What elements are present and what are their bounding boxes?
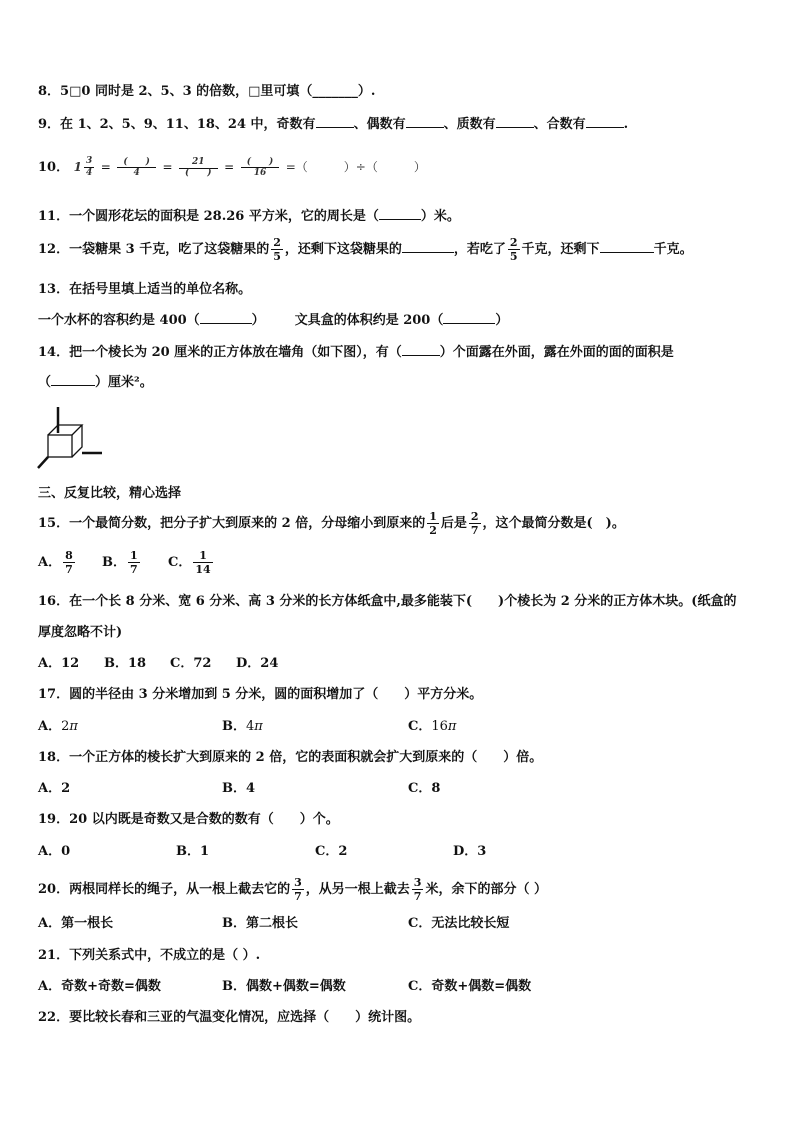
option-a[interactable]: A．2π	[38, 719, 78, 734]
question-number: 14．	[38, 345, 70, 360]
question-number: 13．	[38, 282, 70, 297]
question-12	[38, 237, 693, 262]
question-18-options	[38, 780, 440, 798]
fraction: $\frac{( )}{4}$	[117, 158, 156, 178]
question-16	[38, 593, 736, 611]
question-number: 19．	[38, 812, 70, 827]
question-text: 一个最简分数，把分子扩大到原来的 2 倍，分母缩小到原来的	[69, 516, 426, 531]
question-10	[38, 157, 426, 178]
option-c[interactable]: C． $\frac{1}{14}$	[168, 549, 211, 576]
question-text: 下列关系式中，不成立的是（ ）.	[69, 948, 261, 963]
question-text: =（ ）÷（ ）	[285, 160, 426, 174]
question-number: 17．	[38, 687, 70, 702]
cube-corner-figure	[36, 405, 108, 473]
question-number: 8．	[38, 84, 61, 99]
question-end: ）米。	[420, 209, 460, 224]
answer-blank	[443, 311, 495, 324]
question-15-options	[38, 550, 215, 575]
option-b[interactable]: B．第二根长	[222, 916, 298, 931]
question-text: 千克，还剩下	[521, 242, 600, 257]
question-number: 10．	[38, 160, 70, 175]
fraction: $\frac{21}{( )}$	[179, 158, 218, 178]
question-text: 圆的半径由 3 分米增加到 5 分米，圆的面积增加了（ ）平方分米。	[69, 687, 483, 702]
option-d[interactable]: D．24	[236, 656, 279, 671]
question-text: 在 1、2、5、9、11、18、24 中，奇数有	[60, 117, 316, 132]
question-number: 11．	[38, 209, 70, 224]
fraction: $\frac{( )}{16}$	[241, 158, 280, 178]
question-text: 一个水杯的容积约是 400（	[38, 313, 200, 328]
question-text: 文具盒的体积约是 200（	[294, 313, 444, 328]
question-text: 要比较长春和三亚的气温变化情况，应选择（ ）统计图。	[69, 1010, 421, 1025]
question-number: 12．	[38, 242, 70, 257]
option-b[interactable]: B．1	[176, 844, 210, 859]
question-text: 、质数有	[443, 117, 496, 132]
question-21-options	[38, 978, 531, 996]
question-text: ）个面露在外面，露在外面的面的面积是	[439, 345, 674, 360]
option-c[interactable]: C．无法比较长短	[408, 916, 510, 931]
question-16-line2: 厚度忽略不计)	[38, 625, 123, 640]
mixed-whole: 1	[73, 160, 82, 174]
equals-sign: =	[100, 160, 111, 174]
question-end: .	[623, 117, 629, 132]
option-a[interactable]: A．奇数+奇数=偶数	[38, 979, 161, 994]
answer-blank	[586, 115, 624, 128]
question-text: ，从另一根上截去	[305, 882, 410, 897]
question-11	[38, 207, 460, 226]
question-end: 千克。	[653, 242, 693, 257]
equals-sign: =	[162, 160, 173, 174]
question-17-options	[38, 718, 456, 736]
question-number: 21．	[38, 948, 70, 963]
question-text: 、偶数有	[353, 117, 406, 132]
question-14	[38, 343, 674, 362]
question-9	[38, 115, 628, 134]
answer-blank	[600, 240, 654, 253]
question-text: 两根同样长的绳子，从一根上截去它的	[69, 882, 291, 897]
option-a[interactable]: A．0	[38, 844, 71, 859]
question-19-options	[38, 843, 486, 861]
question-number: 20．	[38, 882, 70, 897]
section-3-heading: 三、反复比较，精心选择	[38, 486, 182, 501]
question-end: ）	[251, 313, 265, 328]
question-text: 后是	[440, 516, 467, 531]
option-a[interactable]: A． $\frac{8}{7}$	[38, 549, 73, 576]
question-number: 16．	[38, 594, 70, 609]
option-c[interactable]: C．2	[315, 844, 348, 859]
fraction: $\frac{2}{7}$	[470, 510, 479, 537]
question-16-options	[38, 655, 278, 673]
question-8	[38, 83, 375, 101]
question-text: 一个正方体的棱长扩大到原来的 2 倍，它的表面积就会扩大到原来的（ ）倍。	[69, 750, 543, 765]
option-d[interactable]: D．3	[453, 844, 487, 859]
option-b[interactable]: B．偶数+偶数=偶数	[222, 979, 346, 994]
fraction: $\frac{3}{7}$	[413, 876, 422, 903]
question-number: 22．	[38, 1010, 70, 1025]
question-end: ）	[495, 313, 509, 328]
answer-blank	[316, 115, 354, 128]
answer-blank	[406, 115, 444, 128]
question-19	[38, 811, 339, 829]
question-number: 18．	[38, 750, 70, 765]
question-17	[38, 686, 482, 704]
question-14-line2	[38, 373, 153, 392]
question-18	[38, 749, 542, 767]
question-22	[38, 1009, 420, 1027]
question-text: 在括号里填上适当的单位名称。	[69, 282, 252, 297]
option-c[interactable]: C．奇数+偶数=偶数	[408, 979, 532, 994]
question-20-options	[38, 915, 509, 933]
question-text: 在一个长 8 分米、宽 6 分米、高 3 分米的长方体纸盒中,最多能装下( )个棱长为 2 分米的正方体木块。(纸盒的	[69, 594, 737, 609]
answer-blank	[496, 115, 534, 128]
question-15	[38, 511, 625, 536]
fraction: $\frac{1}{2}$	[429, 510, 437, 537]
option-b[interactable]: B．4	[222, 781, 256, 796]
option-c[interactable]: C．72	[170, 656, 212, 671]
question-text: 20 以内既是奇数又是合数的数有（ ）个。	[69, 812, 339, 827]
option-b[interactable]: B． $\frac{1}{7}$	[102, 549, 138, 576]
question-text: ，这个最简分数是( )。	[482, 516, 625, 531]
option-c[interactable]: C．16π	[408, 719, 457, 734]
question-text: 把一个棱长为 20 厘米的正方体放在墙角（如下图），有（	[69, 345, 402, 360]
option-a[interactable]: A．第一根长	[38, 916, 114, 931]
question-13-blanks	[38, 311, 508, 330]
option-a[interactable]: A．2	[38, 781, 71, 796]
answer-blank	[51, 373, 95, 386]
option-c[interactable]: C．8	[408, 781, 441, 796]
equals-sign: =	[224, 160, 235, 174]
question-end: ）.	[357, 84, 376, 99]
question-text: 一个圆形花坛的面积是 28.26 平方米，它的周长是（	[69, 209, 379, 224]
answer-blank	[402, 343, 440, 356]
fraction: $\frac{2}{5}$	[509, 236, 518, 263]
question-end: ）厘米²。	[95, 375, 153, 390]
answer-blank	[379, 207, 421, 220]
question-number: 15．	[38, 516, 70, 531]
question-text: 5□0 同时是 2、5、3 的倍数，□里可填（	[60, 84, 313, 99]
question-text: ，还剩下这袋糖果的	[284, 242, 402, 257]
answer-blank	[402, 240, 454, 253]
question-13	[38, 281, 251, 299]
option-a[interactable]: A．12	[38, 656, 80, 671]
question-20	[38, 877, 547, 902]
option-b[interactable]: B．4π	[222, 719, 263, 734]
question-text: ，若吃了	[453, 242, 506, 257]
option-b[interactable]: B．18	[104, 656, 147, 671]
question-21	[38, 947, 260, 965]
question-text: 米，余下的部分（ ）	[425, 882, 547, 897]
question-text: 、合数有	[533, 117, 586, 132]
bracket: （	[38, 375, 52, 390]
fraction: $\frac{3}{7}$	[294, 876, 302, 903]
answer-blank: _______	[312, 84, 358, 99]
fraction: $\frac{2}{5}$	[273, 236, 281, 263]
answer-blank	[200, 311, 252, 324]
question-number: 9．	[38, 117, 61, 132]
fraction: $\frac{3}{4}$	[85, 156, 93, 178]
question-text: 一袋糖果 3 千克，吃了这袋糖果的	[69, 242, 270, 257]
